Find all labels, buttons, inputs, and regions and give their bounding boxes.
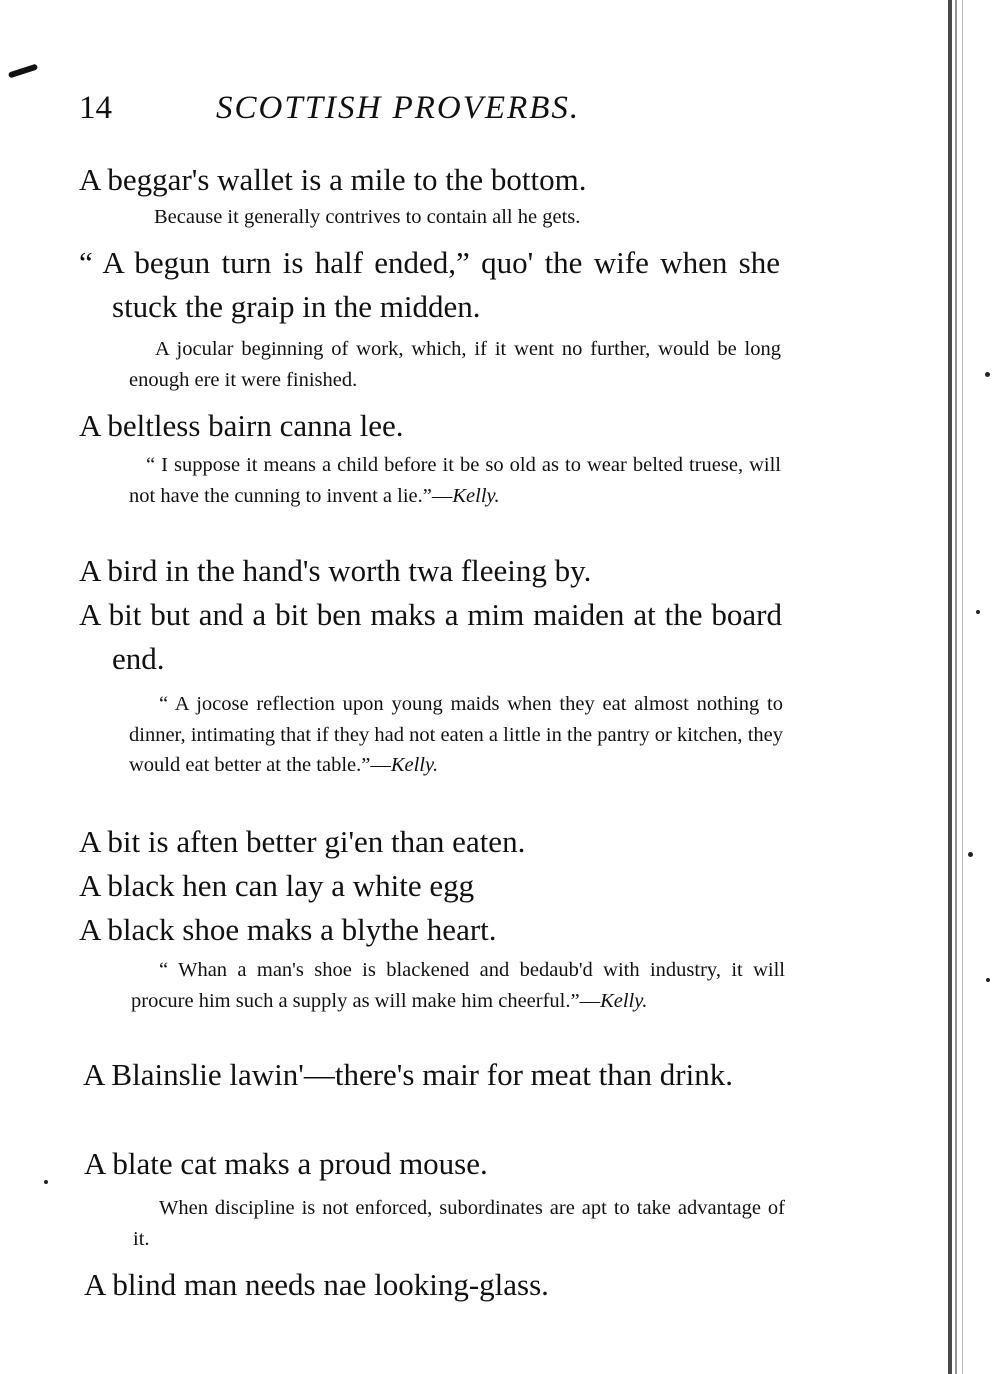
note-attribution: Kelly.: [600, 989, 648, 1012]
note-text: “ Whan a man's shoe is blackened and bedaub'd with industry, it will procure him such a supply as will make him cheerful.”—: [131, 959, 785, 1012]
proverb: A beltless bairn canna lee.: [79, 408, 404, 443]
page-edge-shadow: [955, 0, 957, 1374]
proverb: A Blainslie lawin'—there's mair for meat than drink.: [83, 1057, 733, 1092]
proverb-note: [129, 689, 783, 781]
proverb: A blate cat maks a proud mouse.: [84, 1146, 488, 1181]
note-text: “ I suppose it means a child before it be so old as to wear belted truese, will not have the cunning to invent a lie.”—: [129, 454, 781, 507]
scan-speck: [986, 978, 990, 982]
proverb: A blind man needs nae looking-glass.: [84, 1267, 549, 1302]
margin-mark: [8, 64, 38, 79]
page-number: 14: [79, 90, 112, 126]
proverb: A bit is aften better gi'en than eaten.: [79, 824, 526, 859]
scan-speck: [968, 852, 973, 857]
proverb-note: Because it generally contrives to contain all he gets.: [154, 206, 581, 228]
proverb-note: A jocular beginning of work, which, if it went no further, would be long enough ere it were finished.: [129, 338, 781, 391]
proverb-note: [131, 955, 785, 1016]
scan-speck: [44, 1180, 48, 1184]
proverb: A black shoe maks a blythe heart.: [79, 912, 497, 947]
note-attribution: Kelly.: [452, 484, 500, 507]
page-edge: [948, 0, 952, 1374]
scan-speck: [976, 610, 980, 614]
proverb: A beggar's wallet is a mile to the bottom.: [79, 162, 587, 197]
proverb: A bird in the hand's worth twa fleeing by.: [79, 553, 592, 588]
note-text: “ A jocose reflection upon young maids when they eat almost nothing to dinner, intimating that if they had not eaten a little in the pantry or kitchen, they would eat better at the table.”—: [129, 693, 783, 776]
page-edge-shadow-faint: [962, 0, 963, 1374]
proverb: A black hen can lay a white egg: [79, 868, 475, 903]
proverb: “ A begun turn is half ended,” quo' the wife when she stuck the graip in the midden.: [79, 245, 780, 324]
proverb-note: [129, 450, 781, 511]
proverb: A bit but and a bit ben maks a mim maiden at the board end.: [79, 597, 782, 676]
proverb-note: When discipline is not enforced, subordinates are apt to take advantage of it.: [133, 1197, 785, 1250]
running-head: SCOTTISH PROVERBS.: [216, 90, 581, 126]
scan-speck: [985, 372, 990, 377]
note-attribution: Kelly.: [390, 754, 439, 776]
